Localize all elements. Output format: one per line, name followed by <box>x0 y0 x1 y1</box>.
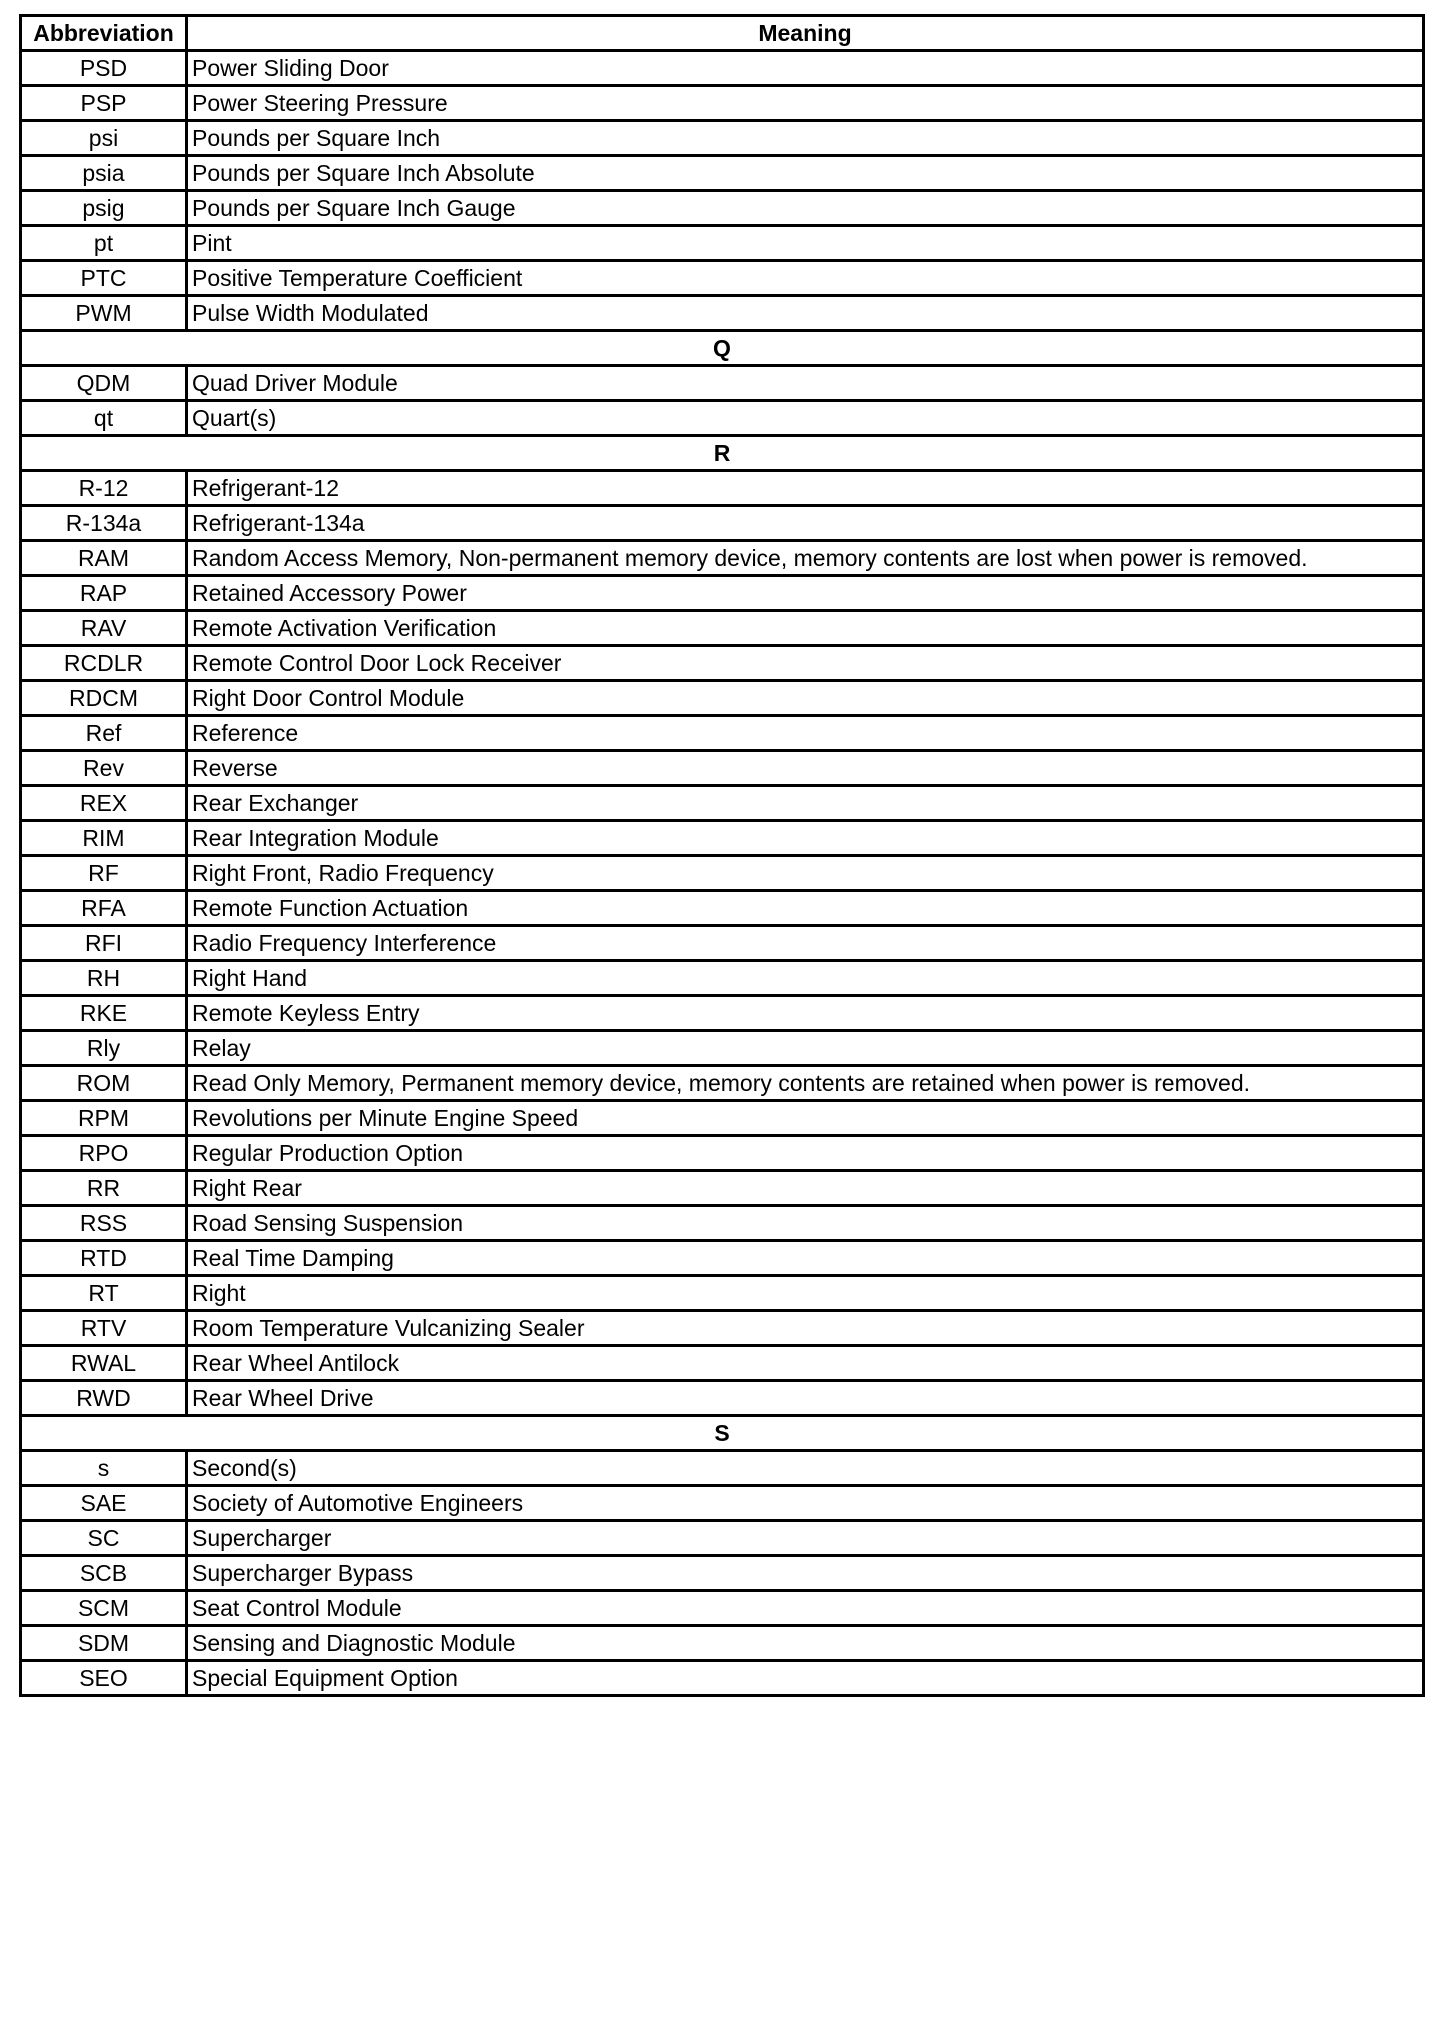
meaning-cell: Room Temperature Vulcanizing Sealer <box>187 1311 1424 1346</box>
abbreviation-cell: RAV <box>21 611 187 646</box>
abbreviation-cell: RKE <box>21 996 187 1031</box>
meaning-cell: Quart(s) <box>187 401 1424 436</box>
abbreviation-cell: SCM <box>21 1591 187 1626</box>
table-row <box>21 86 1424 121</box>
meaning-cell: Supercharger <box>187 1521 1424 1556</box>
meaning-cell: Regular Production Option <box>187 1136 1424 1171</box>
abbreviation-cell: PSP <box>21 86 187 121</box>
abbreviation-cell: SDM <box>21 1626 187 1661</box>
abbreviation-cell: RR <box>21 1171 187 1206</box>
meaning-cell: Pint <box>187 226 1424 261</box>
meaning-cell: Sensing and Diagnostic Module <box>187 1626 1424 1661</box>
meaning-cell: Seat Control Module <box>187 1591 1424 1626</box>
table-row <box>21 751 1424 786</box>
table-row <box>21 1101 1424 1136</box>
abbreviation-table <box>19 14 1425 1697</box>
table-row <box>21 926 1424 961</box>
meaning-cell: Quad Driver Module <box>187 366 1424 401</box>
table-row <box>21 296 1424 331</box>
meaning-cell: Rear Wheel Antilock <box>187 1346 1424 1381</box>
meaning-cell: Rear Exchanger <box>187 786 1424 821</box>
table-row <box>21 1241 1424 1276</box>
meaning-cell: Right Hand <box>187 961 1424 996</box>
table-row <box>21 856 1424 891</box>
abbreviation-cell: pt <box>21 226 187 261</box>
table-row <box>21 1591 1424 1626</box>
abbreviation-cell: RSS <box>21 1206 187 1241</box>
column-header-meaning: Meaning <box>187 16 1424 51</box>
meaning-cell: Pulse Width Modulated <box>187 296 1424 331</box>
abbreviation-cell: RTV <box>21 1311 187 1346</box>
table-row <box>21 51 1424 86</box>
meaning-cell: Rear Wheel Drive <box>187 1381 1424 1416</box>
table-row <box>21 1381 1424 1416</box>
meaning-cell: Society of Automotive Engineers <box>187 1486 1424 1521</box>
table-row <box>21 191 1424 226</box>
meaning-cell: Right <box>187 1276 1424 1311</box>
meaning-cell: Revolutions per Minute Engine Speed <box>187 1101 1424 1136</box>
meaning-cell: Right Door Control Module <box>187 681 1424 716</box>
table-row <box>21 786 1424 821</box>
abbreviation-cell: RCDLR <box>21 646 187 681</box>
meaning-cell: Pounds per Square Inch Gauge <box>187 191 1424 226</box>
meaning-cell: Pounds per Square Inch <box>187 121 1424 156</box>
abbreviation-cell: PSD <box>21 51 187 86</box>
meaning-cell: Remote Control Door Lock Receiver <box>187 646 1424 681</box>
table-row <box>21 1451 1424 1486</box>
abbreviation-cell: RPM <box>21 1101 187 1136</box>
table-row <box>21 996 1424 1031</box>
abbreviation-cell: Ref <box>21 716 187 751</box>
meaning-cell: Random Access Memory, Non-permanent memory device, memory contents are lost when power is removed. <box>187 541 1424 576</box>
column-header-abbreviation: Abbreviation <box>21 16 187 51</box>
meaning-cell: Right Front, Radio Frequency <box>187 856 1424 891</box>
meaning-cell: Pounds per Square Inch Absolute <box>187 156 1424 191</box>
meaning-cell: Radio Frequency Interference <box>187 926 1424 961</box>
table-row <box>21 1626 1424 1661</box>
meaning-cell: Remote Function Actuation <box>187 891 1424 926</box>
abbreviation-cell: RPO <box>21 1136 187 1171</box>
table-row <box>21 1171 1424 1206</box>
table-row <box>21 646 1424 681</box>
table-row <box>21 541 1424 576</box>
meaning-cell: Supercharger Bypass <box>187 1556 1424 1591</box>
abbreviation-cell: R-12 <box>21 471 187 506</box>
table-row <box>21 681 1424 716</box>
meaning-cell: Special Equipment Option <box>187 1661 1424 1696</box>
meaning-cell: Reference <box>187 716 1424 751</box>
table-row <box>21 156 1424 191</box>
abbreviation-cell: s <box>21 1451 187 1486</box>
abbreviation-cell: RAP <box>21 576 187 611</box>
table-row <box>21 961 1424 996</box>
table-row <box>21 1276 1424 1311</box>
abbreviation-cell: SAE <box>21 1486 187 1521</box>
abbreviation-cell: RH <box>21 961 187 996</box>
abbreviation-cell: RTD <box>21 1241 187 1276</box>
table-row <box>21 1486 1424 1521</box>
meaning-cell: Refrigerant-134a <box>187 506 1424 541</box>
table-row <box>21 226 1424 261</box>
abbreviation-cell: RDCM <box>21 681 187 716</box>
abbreviation-cell: RT <box>21 1276 187 1311</box>
table-row <box>21 1311 1424 1346</box>
abbreviation-cell: SCB <box>21 1556 187 1591</box>
meaning-cell: Road Sensing Suspension <box>187 1206 1424 1241</box>
abbreviation-cell: QDM <box>21 366 187 401</box>
table-body <box>21 51 1424 1696</box>
meaning-cell: Retained Accessory Power <box>187 576 1424 611</box>
meaning-cell: Read Only Memory, Permanent memory device, memory contents are retained when power is removed. <box>187 1066 1424 1101</box>
table-row <box>21 261 1424 296</box>
table-row <box>21 401 1424 436</box>
abbreviation-cell: PWM <box>21 296 187 331</box>
abbreviation-cell: RWAL <box>21 1346 187 1381</box>
header-row <box>21 16 1424 51</box>
abbreviation-cell: PTC <box>21 261 187 296</box>
table-row <box>21 576 1424 611</box>
table-row <box>21 716 1424 751</box>
meaning-cell: Second(s) <box>187 1451 1424 1486</box>
abbreviation-cell: R-134a <box>21 506 187 541</box>
table-row <box>21 366 1424 401</box>
abbreviation-cell: RFA <box>21 891 187 926</box>
table-row <box>21 1066 1424 1101</box>
meaning-cell: Right Rear <box>187 1171 1424 1206</box>
section-row <box>21 436 1424 471</box>
abbreviation-cell: ROM <box>21 1066 187 1101</box>
table-row <box>21 891 1424 926</box>
abbreviation-cell: qt <box>21 401 187 436</box>
abbreviation-cell: SEO <box>21 1661 187 1696</box>
table-row <box>21 471 1424 506</box>
meaning-cell: Power Steering Pressure <box>187 86 1424 121</box>
meaning-cell: Remote Activation Verification <box>187 611 1424 646</box>
abbreviation-cell: Rly <box>21 1031 187 1066</box>
abbreviation-cell: REX <box>21 786 187 821</box>
meaning-cell: Remote Keyless Entry <box>187 996 1424 1031</box>
meaning-cell: Rear Integration Module <box>187 821 1424 856</box>
table-row <box>21 1206 1424 1241</box>
abbreviation-cell: RIM <box>21 821 187 856</box>
abbreviation-cell: psi <box>21 121 187 156</box>
abbreviation-cell: RAM <box>21 541 187 576</box>
abbreviation-cell: RFI <box>21 926 187 961</box>
abbreviation-cell: psig <box>21 191 187 226</box>
section-letter: R <box>21 436 1424 471</box>
table-row <box>21 1136 1424 1171</box>
table-row <box>21 1556 1424 1591</box>
table-row <box>21 1346 1424 1381</box>
abbreviation-cell: RF <box>21 856 187 891</box>
table-row <box>21 506 1424 541</box>
meaning-cell: Reverse <box>187 751 1424 786</box>
abbreviation-cell: psia <box>21 156 187 191</box>
meaning-cell: Power Sliding Door <box>187 51 1424 86</box>
table-row <box>21 1661 1424 1696</box>
meaning-cell: Relay <box>187 1031 1424 1066</box>
meaning-cell: Refrigerant-12 <box>187 471 1424 506</box>
table-row <box>21 821 1424 856</box>
meaning-cell: Real Time Damping <box>187 1241 1424 1276</box>
abbreviation-cell: SC <box>21 1521 187 1556</box>
table-row <box>21 1521 1424 1556</box>
table-row <box>21 1031 1424 1066</box>
abbreviation-cell: RWD <box>21 1381 187 1416</box>
table-row <box>21 121 1424 156</box>
section-letter: S <box>21 1416 1424 1451</box>
table-row <box>21 611 1424 646</box>
section-letter: Q <box>21 331 1424 366</box>
section-row <box>21 331 1424 366</box>
section-row <box>21 1416 1424 1451</box>
meaning-cell: Positive Temperature Coefficient <box>187 261 1424 296</box>
abbreviation-cell: Rev <box>21 751 187 786</box>
